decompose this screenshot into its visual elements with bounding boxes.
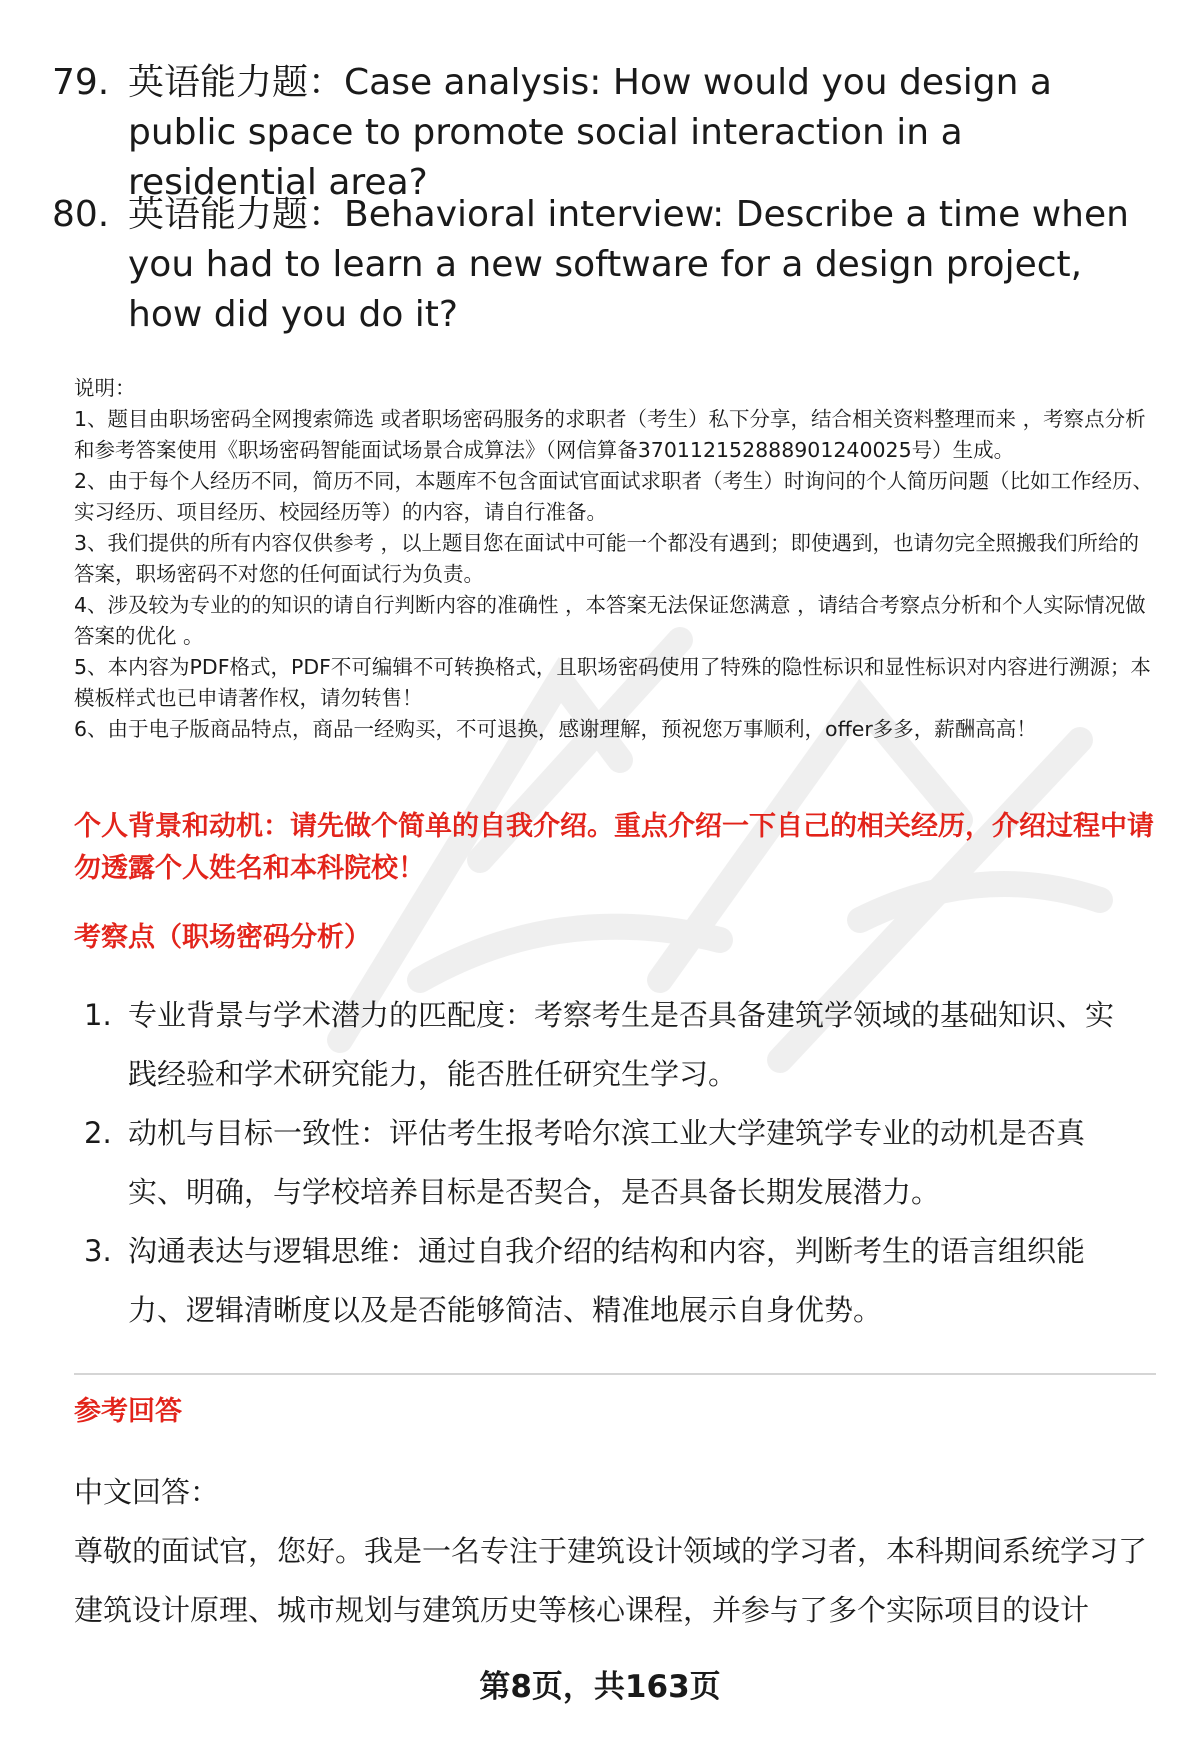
note-item: 3、我们提供的所有内容仅供参考 ，以上题目您在面试中可能一个都没有遇到；即使遇到，也请勿完全照搬我们所给的答案，职场密码不对您的任何面试行为负责。 [74, 531, 1140, 586]
page-number: 第8页，共163页 [479, 1669, 721, 1705]
answer-block [74, 1463, 1154, 1640]
list-item [84, 986, 1144, 1104]
point-number: 2. [84, 1116, 112, 1150]
point-number: 1. [84, 998, 112, 1032]
list-item [84, 1222, 1144, 1340]
note-item: 4、涉及较为专业的的知识的请自行判断内容的准确性 ，本答案无法保证您满意 ，请结合考察点分析和个人实际情况做答案的优化 。 [74, 593, 1146, 648]
list-item [84, 1104, 1144, 1222]
point-text: 动机与目标一致性：评估考生报考哈尔滨工业大学建筑学专业的动机是否真实、明确，与学校培养目标是否契合，是否具备长期发展潜力。 [128, 1116, 1086, 1209]
question-79 [52, 58, 1152, 208]
analysis-points-list [84, 986, 1144, 1340]
question-number: 79. [52, 62, 110, 103]
section-divider [74, 1373, 1156, 1375]
question-80 [52, 190, 1152, 340]
note-item: 6、由于电子版商品特点，商品一经购买，不可退换，感谢理解，预祝您万事顺利，offer多多，薪酬高高！ [74, 717, 1037, 741]
question-text: 英语能力题：Behavioral interview: Describe a time when you had to learn a new software for a design project, how did you do it? [128, 194, 1129, 335]
answer-label: 中文回答： [74, 1475, 220, 1509]
note-item: 2、由于每个人经历不同，简历不同，本题库不包含面试官面试求职者（考生）时询问的个人简历问题（比如工作经历、实习经历、项目经历、校园经历等）的内容，请自行准备。 [74, 469, 1154, 524]
question-text: 英语能力题：Case analysis: How would you design a public space to promote social interaction in a residential area? [128, 62, 1052, 203]
point-text: 专业背景与学术潜力的匹配度：考察考生是否具备建筑学领域的基础知识、实践经验和学术研究能力，能否胜任研究生学习。 [128, 998, 1115, 1091]
note-item: 5、本内容为PDF格式，PDF不可编辑不可转换格式，且职场密码使用了特殊的隐性标识和显性标识对内容进行溯源；本模板样式也已申请著作权，请勿转售！ [74, 655, 1151, 710]
note-item: 1、题目由职场密码全网搜索筛选 或者职场密码服务的求职者（考生）私下分享，结合相关资料整理而来 ，考察点分析和参考答案使用《职场密码智能面试场景合成算法》（网信算备370112152888901240025号）生成。 [74, 407, 1146, 462]
point-number: 3. [84, 1234, 112, 1268]
question-number: 80. [52, 194, 110, 235]
point-text: 沟通表达与逻辑思维：通过自我介绍的结构和内容，判断考生的语言组织能力、逻辑清晰度以及是否能够简洁、精准地展示自身优势。 [128, 1234, 1086, 1327]
answer-text: 尊敬的面试官，您好。我是一名专注于建筑设计领域的学习者，本科期间系统学习了建筑设计原理、城市规划与建筑历史等核心课程，并参与了多个实际项目的设计 [74, 1534, 1148, 1627]
section-question-heading: 个人背景和动机：请先做个简单的自我介绍。重点介绍一下自己的相关经历，介绍过程中请勿透露个人姓名和本科院校！ [74, 811, 1154, 884]
reference-answer-heading: 参考回答 [74, 1396, 182, 1427]
notes-block [74, 373, 1154, 745]
notes-title: 说明： [74, 376, 136, 400]
analysis-heading: 考察点（职场密码分析） [74, 922, 371, 953]
